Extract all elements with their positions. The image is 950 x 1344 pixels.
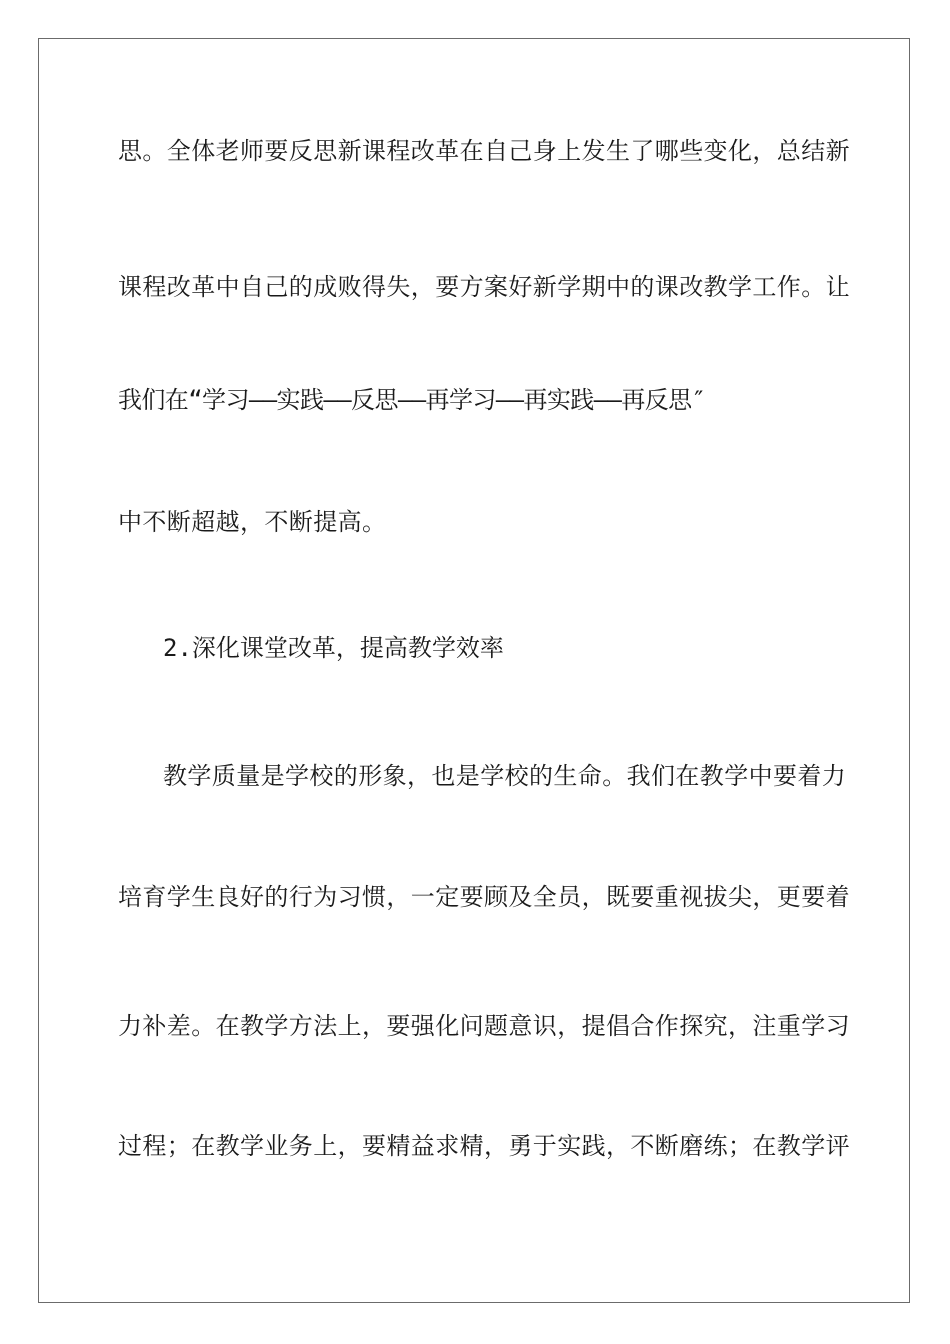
paragraph-line-3: 我们在“学习——实践——反思——再学习——再实践——再反思″ — [118, 386, 706, 414]
paragraph-line-8: 过程；在教学业务上，要精益求精，勇于实践，不断磨练；在教学评 — [118, 1132, 850, 1160]
section-heading: 2.深化课堂改革，提高教学效率 — [163, 634, 504, 662]
page-border — [38, 38, 910, 1303]
paragraph-line-5: 教学质量是学校的形象，也是学校的生命。我们在教学中要着力 — [163, 762, 847, 790]
paragraph-line-1: 思。全体老师要反思新课程改革在自己身上发生了哪些变化，总结新 — [118, 137, 850, 165]
paragraph-line-4: 中不断超越，不断提高。 — [118, 508, 387, 536]
paragraph-line-6: 培育学生良好的行为习惯，一定要顾及全员，既要重视拔尖，更要着 — [118, 883, 850, 911]
paragraph-line-7: 力补差。在教学方法上，要强化问题意识，提倡合作探究，注重学习 — [118, 1012, 850, 1040]
paragraph-line-2: 课程改革中自己的成败得失，要方案好新学期中的课改教学工作。让 — [118, 273, 850, 301]
